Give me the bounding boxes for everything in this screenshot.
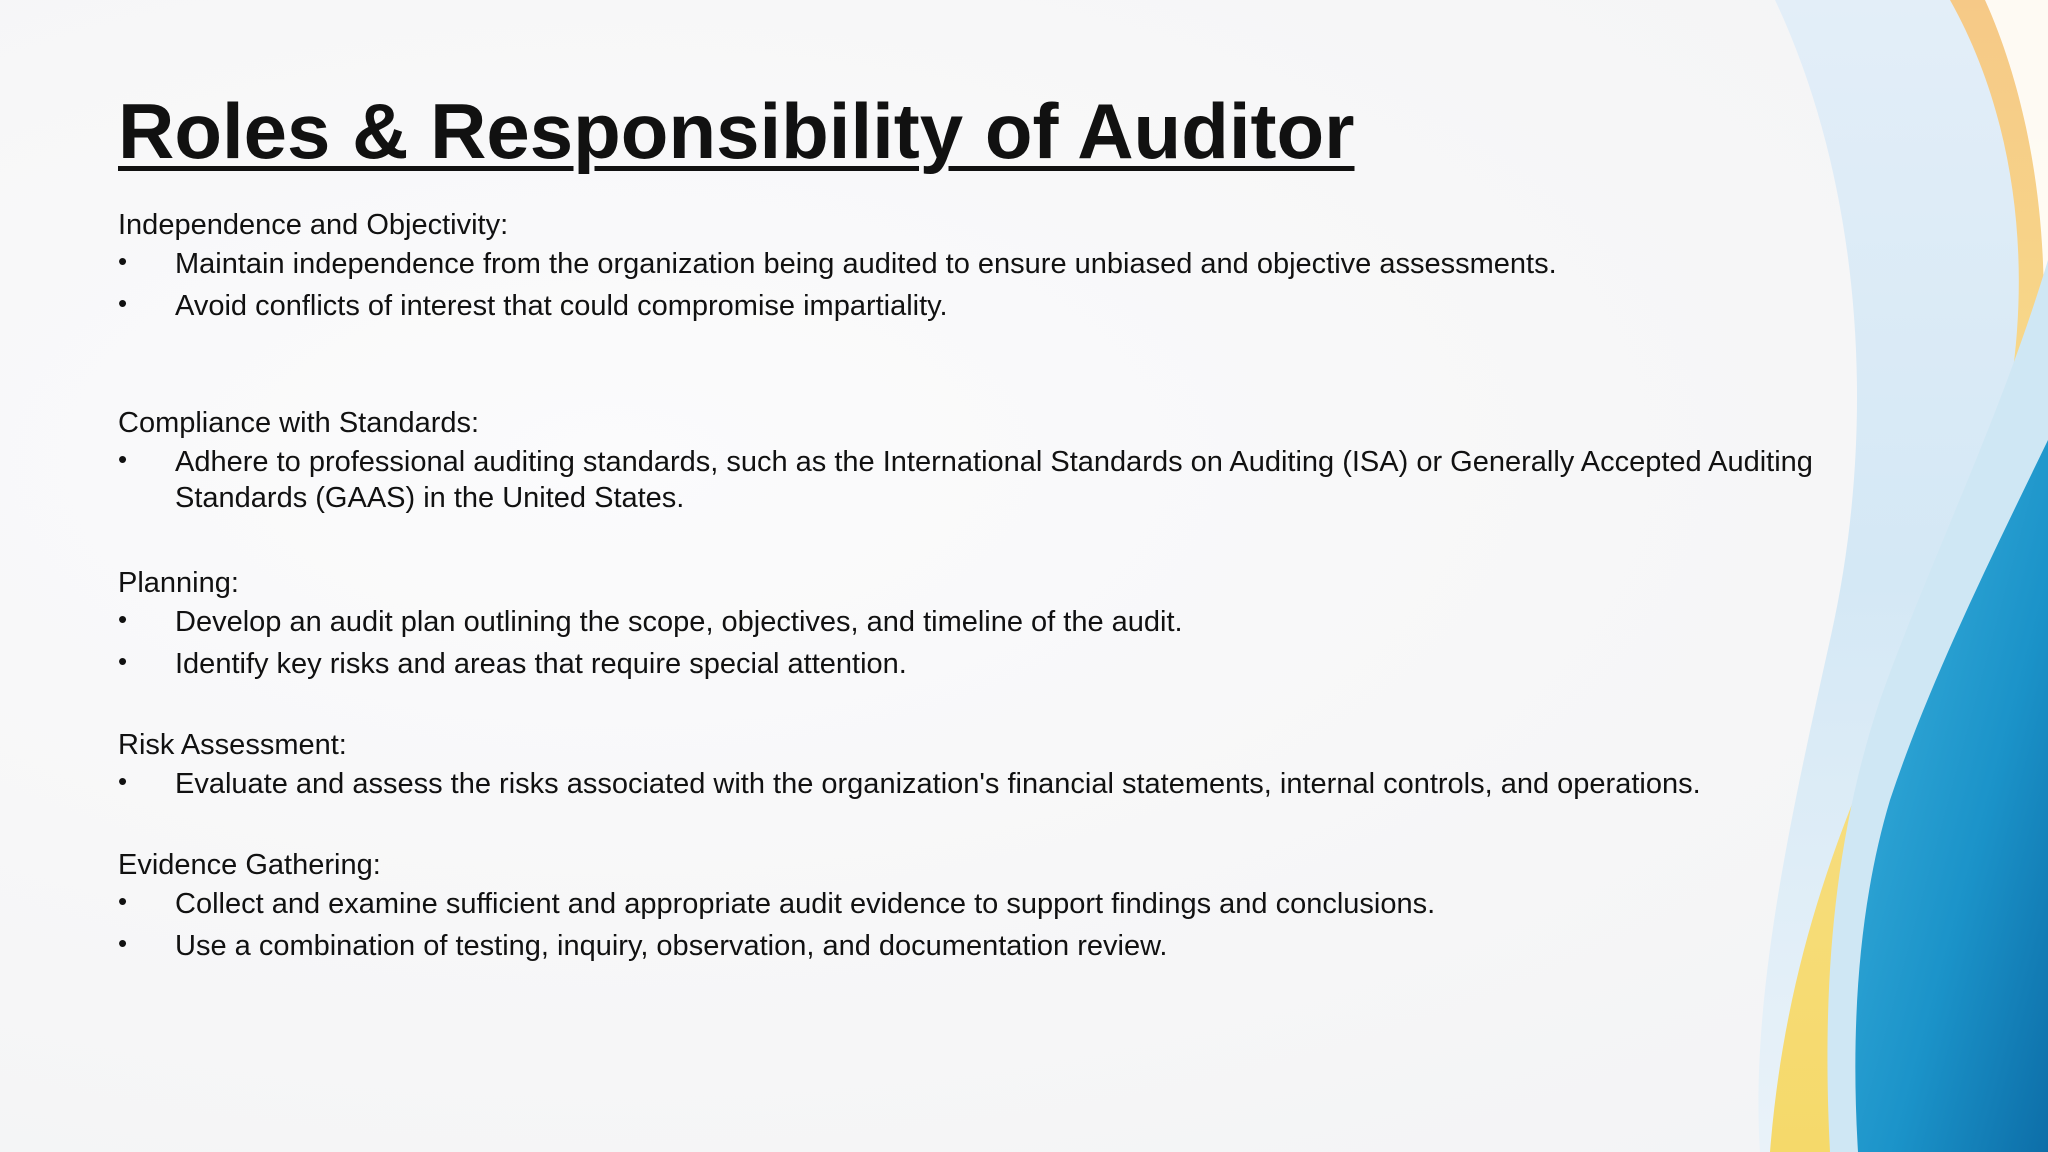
section-independence	[118, 204, 1898, 324]
bullet-text: Identify key risks and areas that require special attention.	[175, 648, 907, 680]
bullet-dot-icon: •	[118, 246, 128, 276]
section-heading: Compliance with Standards:	[118, 407, 480, 439]
spacer	[118, 522, 1898, 562]
section-heading: Risk Assessment:	[118, 729, 347, 761]
bullet-dot-icon: •	[118, 288, 128, 318]
bullet-text: Develop an audit plan outlining the scope, objectives, and timeline of the audit.	[175, 606, 1183, 638]
bullet-item	[118, 928, 1898, 964]
spacer	[118, 688, 1898, 724]
bullet-dot-icon: •	[118, 646, 128, 676]
bullet-item	[118, 646, 1898, 682]
bullet-text: Collect and examine sufficient and appropriate audit evidence to support findings and conclusions.	[175, 888, 1436, 920]
bullet-list	[118, 604, 1898, 682]
bullet-text: Adhere to professional auditing standards, such as the International Standards on Auditing (ISA) or Generally Accepted Auditing Standards (GAAS) in the United States.	[175, 446, 1813, 514]
section-heading: Independence and Objectivity:	[118, 209, 509, 241]
bullet-dot-icon: •	[118, 604, 128, 634]
section-heading: Evidence Gathering:	[118, 849, 381, 881]
bullet-list	[118, 766, 1898, 802]
bullet-dot-icon: •	[118, 886, 128, 916]
section-planning	[118, 562, 1898, 682]
section-heading: Planning:	[118, 567, 239, 599]
bullet-item	[118, 886, 1898, 922]
bullet-item	[118, 604, 1898, 640]
bullet-text: Evaluate and assess the risks associated with the organization's financial statements, internal controls, and operations.	[175, 768, 1701, 800]
bullet-dot-icon: •	[118, 766, 128, 796]
bullet-list	[118, 246, 1898, 324]
bullet-text: Use a combination of testing, inquiry, observation, and documentation review.	[175, 930, 1168, 962]
bullet-item	[118, 288, 1898, 324]
bullet-list	[118, 444, 1898, 516]
spacer	[118, 808, 1898, 844]
bullet-dot-icon: •	[118, 928, 128, 958]
bullet-text: Avoid conflicts of interest that could compromise impartiality.	[175, 290, 948, 322]
bullet-dot-icon: •	[118, 444, 128, 474]
slide-title: Roles & Responsibility of Auditor	[118, 87, 1355, 175]
section-evidence-gathering	[118, 844, 1898, 964]
section-risk-assessment	[118, 724, 1898, 802]
section-compliance	[118, 402, 1898, 516]
bullet-list	[118, 886, 1898, 964]
bullet-text: Maintain independence from the organization being audited to ensure unbiased and objective assessments.	[175, 248, 1557, 280]
slide-content	[118, 204, 1898, 970]
bullet-item	[118, 766, 1898, 802]
bullet-item	[118, 246, 1898, 282]
spacer	[118, 330, 1898, 402]
bullet-item	[118, 444, 1898, 516]
